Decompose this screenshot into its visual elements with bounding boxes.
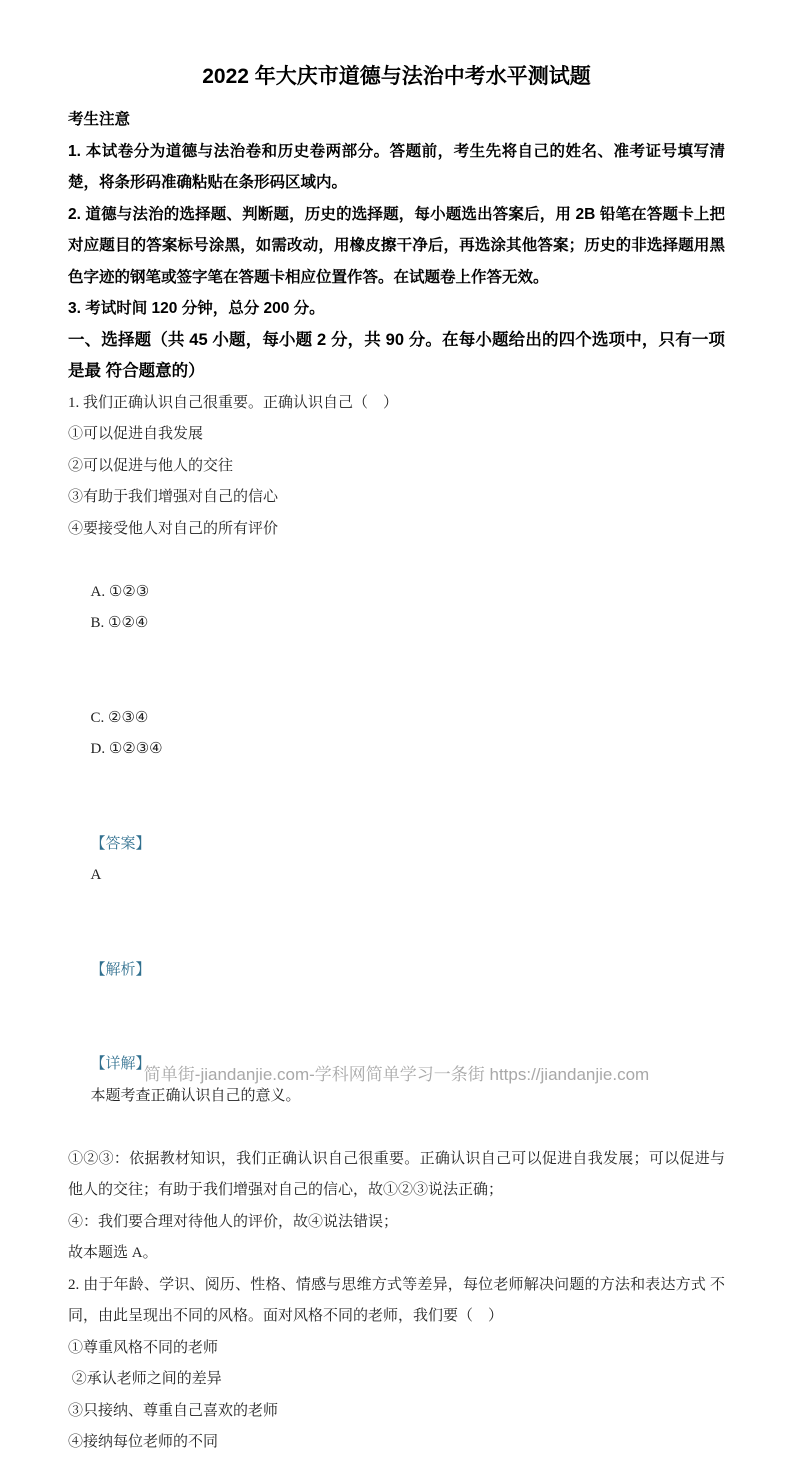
question-1 <box>68 388 725 1270</box>
notice-item-3: 3. 考试时间 120 分钟，总分 200 分。 <box>68 300 325 317</box>
notice-item-2: 2. 道德与法治的选择题、判断题，历史的选择题，每小题选出答案后，用 2B 铅笔在答题卡上把对应题目的答案标号涂黑，如需改动，用橡皮擦干净后，再选涂其他答案；历史的非选择题用黑 色字迹的钢笔或签字笔在答题卡相应位置作答。在试题卷上作答无效。 <box>68 205 730 286</box>
option-b: B. ①②④ <box>90 615 149 631</box>
page-title: 2022 年大庆市道德与法治中考水平测试题 <box>202 65 591 88</box>
option-d: D. ①②③④ <box>90 741 163 757</box>
question-2-statement-2: ②承认老师之间的差异 <box>68 1371 222 1387</box>
question-1-answer-line <box>68 797 725 923</box>
question-1-detail-para-2: ④：我们要合理对待他人的评价，故④说法错误； <box>68 1213 399 1230</box>
section-heading: 一、选择题（共 45 小题，每小题 2 分，共 90 分。在每小题给出的四个选项中，只有一项是最 符合题意的） <box>68 330 725 380</box>
detail-tag: 【详解】 <box>90 1056 151 1072</box>
question-2-statement-1: ①尊重风格不同的老师 <box>68 1339 219 1356</box>
notice-heading: 考生注意 <box>68 111 131 128</box>
option-a: A. ①②③ <box>90 583 150 600</box>
footer-watermark: 简单街-jiandanjie.com-学科网简单学习一条街 https://jiandanjie.com <box>143 1065 650 1084</box>
question-1-analysis-line <box>68 923 725 1018</box>
question-1-options-row-1 <box>68 545 725 671</box>
question-1-statement-2: ②可以促进与他人的交往 <box>68 457 234 474</box>
question-1-statement-4: ④要接受他人对自己的所有评价 <box>68 520 279 537</box>
question-1-statement-3: ③有助于我们增强对自己的信心 <box>68 489 279 505</box>
answer-value: A <box>90 867 102 883</box>
question-2-statement-3: ③只接纳、尊重自己喜欢的老师 <box>68 1402 279 1419</box>
question-1-stem: 1. 我们正确认识自己很重要。正确认识自己（ ） <box>68 394 399 411</box>
answer-tag: 【答案】 <box>90 835 151 852</box>
question-1-detail-para-3: 故本题选 A。 <box>68 1245 158 1261</box>
question-1-statement-1: ①可以促进自我发展 <box>68 426 204 442</box>
analysis-tag: 【解析】 <box>90 961 151 978</box>
question-1-detail-para-1: ①②③：依据教材知识，我们正确认识自己很重要。正确认识自己可以促进自我发展；可以促进与他人的交往；有助于我们增强对自己的信心，故①②③说法正确； <box>68 1150 725 1198</box>
notice-section <box>68 104 730 325</box>
question-2 <box>68 1270 725 1459</box>
option-c: C. ②③④ <box>90 709 149 726</box>
question-1-options-row-2 <box>68 671 725 797</box>
question-2-statement-4: ④接纳每位老师的不同 <box>68 1434 219 1450</box>
notice-item-1: 1. 本试卷分为道德与法治卷和历史卷两部分。答题前，考生先将自己的姓名、准考证号填写清楚，将条形码准确粘贴在条形码区域内。 <box>68 142 725 191</box>
question-2-stem: 2. 由于年龄、学识、阅历、性格、情感与思维方式等差异，每位老师解决问题的方法和表达方式 不同，由此呈现出不同的风格。面对风格不同的老师，我们要（ ） <box>68 1276 725 1324</box>
detail-intro: 本题考查正确认识自己的意义。 <box>90 1087 301 1104</box>
